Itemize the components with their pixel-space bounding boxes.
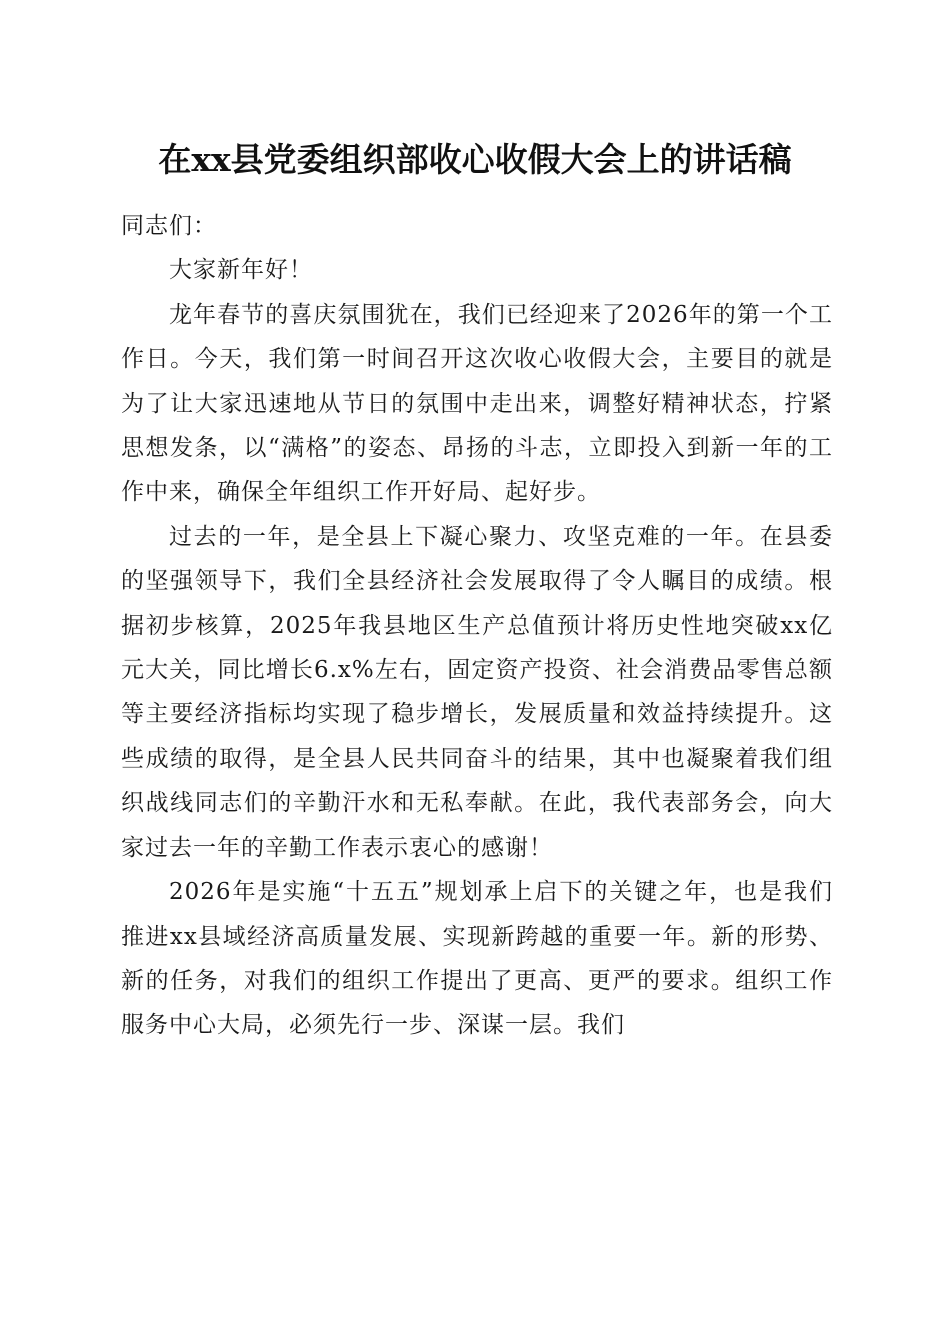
paragraph-greeting: 大家新年好！ (169, 257, 313, 284)
document-title: 在xx县党委组织部收心收假大会上的讲话稿 (158, 140, 792, 179)
paragraph-review: 过去的一年，是全县上下凝心聚力、攻坚克难的一年。在县委的坚强领导下，我们全县经济社会发展取得了令人瞩目的成绩。根据初步核算，2025年我县地区生产总值预计将历史性地突破xx亿元大关，同比增长6.x%左右，固定资产投资、社会消费品零售总额等主要经济指标均实现了稳步增长，发展质量和效益持续提升。这些成绩的取得，是全县人民共同奋斗的结果，其中也凝聚着我们组织战线同志们的辛勤汗水和无私奉献。在此，我代表部务会，向大家过去一年的辛勤工作表示衷心的感谢！ (121, 523, 833, 861)
paragraph-opening: 龙年春节的喜庆氛围犹在，我们已经迎来了2026年的第一个工作日。今天，我们第一时间召开这次收心收假大会，主要目的就是为了让大家迅速地从节日的氛围中走出来，调整好精神状态，拧紧思想发条，以“满格”的姿态、昂扬的斗志，立即投入到新一年的工作中来，确保全年组织工作开好局、起好步。 (121, 301, 833, 506)
salutation: 同志们： (121, 213, 217, 239)
document-body (121, 204, 833, 1048)
paragraph-outlook: 2026年是实施“十五五”规划承上启下的关键之年，也是我们推进xx县域经济高质量发展、实现新跨越的重要一年。新的形势、新的任务，对我们的组织工作提出了更高、更严的要求。组织工作服务中心大局，必须先行一步、深谋一层。我们 (121, 879, 833, 1039)
